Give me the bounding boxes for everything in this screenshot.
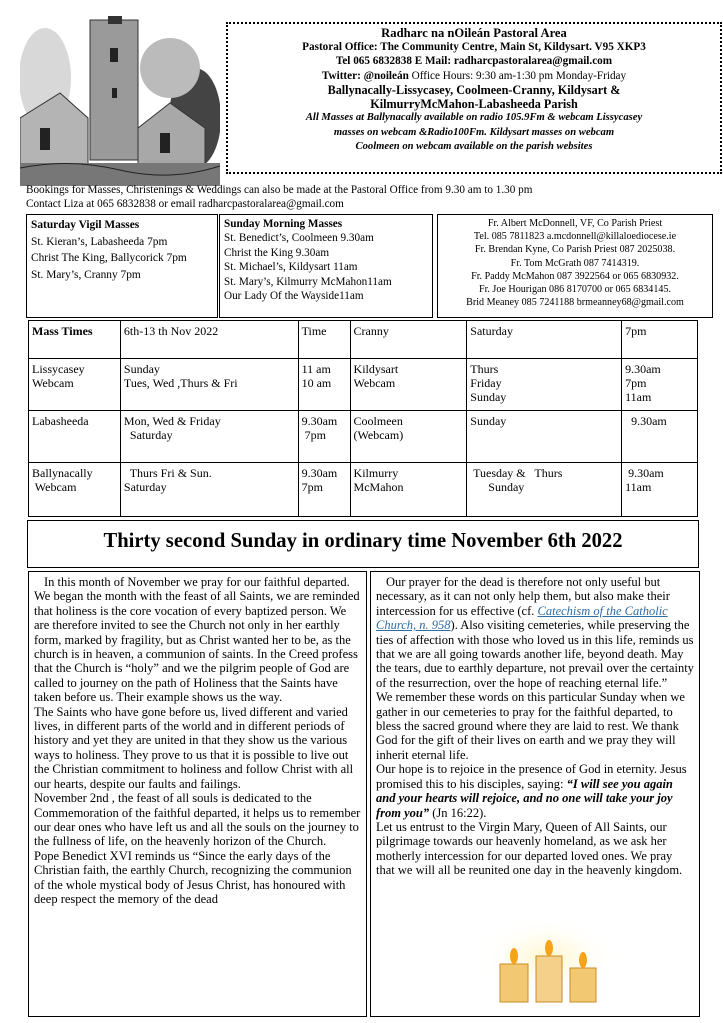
table-header-cell: 7pm bbox=[622, 321, 698, 359]
priest-line: Fr. Joe Hourigan 086 8170700 or 065 6834145. bbox=[478, 284, 672, 296]
table-cell: Tuesday & Thurs Sunday bbox=[467, 463, 622, 517]
table-header-cell: Mass Times bbox=[29, 321, 121, 359]
table-header-cell: 6th-13 th Nov 2022 bbox=[120, 321, 298, 359]
table-cell: Sunday Tues, Wed ,Thurs & Fri bbox=[120, 359, 298, 411]
article-paragraph: November 2nd , the feast of all souls is dedicated to the Commemoration of the faithful departed, it helps us to remember our dear ones who have left us and all the souls on the journey to the fullness of life, on the heavenly horizon of the Church. bbox=[34, 791, 361, 849]
sunday-item: Christ the King 9.30am bbox=[224, 246, 330, 259]
sunday-morning-heading: Sunday Morning Masses bbox=[224, 218, 343, 230]
table-header-cell: Saturday bbox=[467, 321, 622, 359]
table-header-cell: Time bbox=[298, 321, 350, 359]
sunday-item: St. Michael’s, Kildysart 11am bbox=[224, 261, 358, 274]
table-row bbox=[29, 411, 698, 463]
broadcast-info-1: All Masses at Ballynacally available on radio 105.9Fm & webcam Lissycasey bbox=[305, 112, 643, 124]
candles-icon bbox=[478, 922, 618, 1008]
article-paragraph: Our prayer for the dead is therefore not only useful but necessary, as it can not only help them, but also make their intercession for us effective (cf. Catechism of the Catholic Church, n. 958). Also visiting cemeteries, while preserving the ties of affection with those who loved us in this life, reminds us that we are all going towards another life, beyond death. May the tears, due to earthly departure, not prevail over the certainty of the resurrection, over the hope of reaching eternal life.” bbox=[376, 575, 694, 690]
office-contact: Tel 065 6832838 E Mail: radharcpastoralarea@gmail.com bbox=[335, 55, 613, 68]
vigil-item: Christ The King, Ballycorick 7pm bbox=[31, 252, 187, 264]
table-cell: Lissycasey Webcam bbox=[29, 359, 121, 411]
article-paragraph: The Saints who have gone before us, lived different and varied lives, in different parts of the world and in different periods of history and yet they are united in that they show us the various ways to holiness. They prove to us that it is possible to live out the Christian commitment to holiness and follow Christ with all our hearts, despite our faults and failings. bbox=[34, 704, 354, 791]
priest-line: Fr. Tom McGrath 087 7414319. bbox=[510, 257, 640, 269]
booking-info bbox=[26, 184, 706, 211]
church-tower-illustration bbox=[20, 8, 220, 186]
article-paragraph: Pope Benedict XVI reminds us “Since the early days of the Christian faith, the earthly Church, recognizing the communion of the whole mystical body of Jesus Christ, has honoured with deep respect the memory of the dead bbox=[34, 848, 352, 906]
table-cell: Sunday bbox=[467, 411, 622, 463]
article-paragraph: We remember these words on this particular Sunday when we gather in our cemeteries to pray for the faithful departed, to bless the sacred ground where they are laid to rest. We thank God for the gift of their lives on earth and we pray they will inherit eternal life. bbox=[376, 690, 685, 762]
saturday-vigil-heading: Saturday Vigil Masses bbox=[31, 219, 140, 231]
sunday-item: St. Benedict’s, Coolmeen 9.30am bbox=[224, 232, 374, 245]
scripture-quote: “I will see you again and your hearts will rejoice, and no one will take your joy from you” bbox=[376, 776, 673, 820]
parishes-line-2: KilmurryMcMahon-Labasheeda Parish bbox=[370, 97, 578, 112]
vigil-item: St. Mary’s, Cranny 7pm bbox=[31, 268, 141, 281]
sunday-item: St. Mary’s, Kilmurry McMahon11am bbox=[224, 275, 392, 288]
twitter-handle: Twitter: @noileán bbox=[321, 69, 409, 82]
table-cell: Mon, Wed & Friday Saturday bbox=[120, 411, 298, 463]
table-row bbox=[29, 359, 698, 411]
priest-line: Tel. 085 7811823 a.mcdonnell@killaloediocese.ie bbox=[473, 231, 677, 243]
table-cell: 9.30am 7pm bbox=[298, 463, 350, 517]
booking-line-2: Contact Liza at 065 6832838 or email radharcpastoralarea@gmail.com bbox=[26, 197, 344, 210]
catechism-link[interactable]: Catechism of the Catholic Church, n. 958 bbox=[376, 603, 668, 633]
sunday-morning-box bbox=[219, 214, 433, 318]
saturday-vigil-box bbox=[26, 214, 218, 318]
table-header-row bbox=[29, 321, 698, 359]
sunday-item: Our Lady Of the Wayside11am bbox=[224, 290, 364, 303]
pastoral-area-title: Radharc na nOileán Pastoral Area bbox=[381, 26, 567, 40]
booking-line-1: Bookings for Masses, Christenings & Weddings can also be made at the Pastoral Office from 9.30 am to 1.30 pm bbox=[26, 184, 533, 196]
table-cell: 9.30am 11am bbox=[622, 463, 698, 517]
priest-line: Fr. Paddy McMahon 087 3922564 or 065 6830932. bbox=[471, 270, 679, 282]
table-cell: 9.30am bbox=[622, 411, 698, 463]
pastoral-area-header bbox=[226, 22, 722, 174]
priest-line: Brid Meaney 085 7241188 brmeanney68@gmail.com bbox=[466, 297, 684, 309]
sunday-title: Thirty second Sunday in ordinary time November 6th 2022 bbox=[27, 520, 699, 568]
table-cell: 9.30am 7pm bbox=[298, 411, 350, 463]
mass-times-table bbox=[28, 320, 698, 517]
table-header-cell: Cranny bbox=[350, 321, 467, 359]
vigil-item: St. Kieran’s, Labasheeda 7pm bbox=[31, 235, 168, 248]
article-paragraph: Our hope is to rejoice in the presence of God in eternity. Jesus promised this to his disciples, saying: “I will see you again and your hearts will rejoice, and no one will take your joy from you” (Jn 16:22). bbox=[376, 762, 687, 820]
table-cell: Thurs Fri & Sun. Saturday bbox=[120, 463, 298, 517]
broadcast-info-2: masses on webcam &Radio100Fm. Kildysart masses on webcam bbox=[333, 126, 615, 138]
table-cell: 11 am 10 am bbox=[298, 359, 350, 411]
table-cell: Kilmurry McMahon bbox=[350, 463, 467, 517]
table-row bbox=[29, 463, 698, 517]
table-cell: Thurs Friday Sunday bbox=[467, 359, 622, 411]
table-cell: Kildysart Webcam bbox=[350, 359, 467, 411]
article-paragraph: In this month of November we pray for our faithful departed. We began the month with the feast of all Saints, we are reminded that holiness is the core vocation of every baptized person. We are therefore invited to see the Church not only in her earthly form, marked by fragility, but as Christ wanted her to be, as the church is in heaven, a communion of saints. In the Creed profess that the Church is “holy” and we the pilgrim people of God are called to journey on the path of Holiness that the Saints have taken before us. Their example shows us the way. bbox=[34, 575, 360, 705]
parishes-line-1: Ballynacally-Lissycasey, Coolmeen-Cranny, Kildysart & bbox=[327, 82, 621, 97]
priest-line: Fr. Brendan Kyne, Co Parish Priest 087 2025038. bbox=[474, 244, 676, 256]
table-cell: Labasheeda bbox=[29, 411, 121, 463]
table-cell: 9.30am 7pm 11am bbox=[622, 359, 698, 411]
left-column-article bbox=[28, 571, 367, 1017]
priest-line: Fr. Albert McDonnell, VF, Co Parish Priest bbox=[487, 218, 663, 229]
priests-contact-box bbox=[437, 214, 713, 318]
article-paragraph: Let us entrust to the Virgin Mary, Queen of All Saints, our pilgrimage towards our heavenly homeland, as we ask her motherly intercession for our departed loved ones. We pray that we will all be reunited one day in the heavenly kingdom. bbox=[376, 819, 683, 878]
twitter-office-hours bbox=[228, 69, 720, 83]
office-hours: Office Hours: 9:30 am-1:30 pm Monday-Friday bbox=[408, 69, 627, 82]
broadcast-info-3: Coolmeen on webcam available on the parish websites bbox=[355, 141, 593, 153]
table-cell: Coolmeen (Webcam) bbox=[350, 411, 467, 463]
pastoral-office-address: Pastoral Office: The Community Centre, Main St, Kildysart. V95 XKP3 bbox=[302, 41, 646, 54]
table-cell: Ballynacally Webcam bbox=[29, 463, 121, 517]
